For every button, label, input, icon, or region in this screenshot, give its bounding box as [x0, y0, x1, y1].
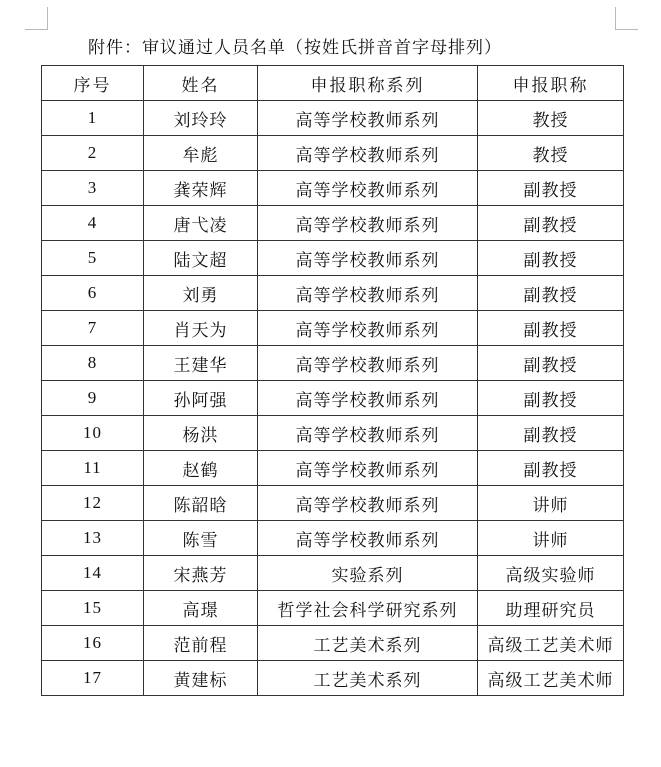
row-title-series: 高等学校教师系列 [258, 101, 478, 136]
row-index: 12 [42, 486, 144, 521]
row-index: 17 [42, 661, 144, 696]
table-row [42, 661, 624, 696]
row-title-series: 高等学校教师系列 [258, 486, 478, 521]
row-index: 3 [42, 171, 144, 206]
column-header-title-series: 申报职称系列 [258, 66, 478, 101]
row-name: 刘勇 [144, 276, 258, 311]
document-title: 附件：审议通过人员名单（按姓氏拼音首字母排列） [88, 38, 502, 58]
row-index: 13 [42, 521, 144, 556]
table-row [42, 136, 624, 171]
column-header-title: 申报职称 [478, 66, 624, 101]
table-row [42, 416, 624, 451]
table-row [42, 381, 624, 416]
row-name: 宋燕芳 [144, 556, 258, 591]
crop-mark-top-left [25, 7, 48, 30]
table-row [42, 311, 624, 346]
table-row [42, 241, 624, 276]
row-name: 陆文超 [144, 241, 258, 276]
row-index: 4 [42, 206, 144, 241]
row-title: 教授 [478, 136, 624, 171]
row-title-series: 高等学校教师系列 [258, 521, 478, 556]
table-body [42, 101, 624, 696]
row-title: 副教授 [478, 206, 624, 241]
row-title: 副教授 [478, 346, 624, 381]
row-title-series: 高等学校教师系列 [258, 381, 478, 416]
row-index: 7 [42, 311, 144, 346]
row-name: 唐弋凌 [144, 206, 258, 241]
row-title: 讲师 [478, 521, 624, 556]
crop-mark-top-right [615, 7, 638, 30]
table-header-row [42, 66, 624, 101]
row-title: 副教授 [478, 241, 624, 276]
row-title-series: 高等学校教师系列 [258, 416, 478, 451]
row-index: 10 [42, 416, 144, 451]
row-name: 孙阿强 [144, 381, 258, 416]
row-title-series: 高等学校教师系列 [258, 206, 478, 241]
row-index: 8 [42, 346, 144, 381]
row-title-series: 工艺美术系列 [258, 661, 478, 696]
row-name: 高璟 [144, 591, 258, 626]
table-row [42, 486, 624, 521]
row-name: 陈雪 [144, 521, 258, 556]
row-title: 高级实验师 [478, 556, 624, 591]
row-name: 范前程 [144, 626, 258, 661]
row-title: 副教授 [478, 381, 624, 416]
row-index: 5 [42, 241, 144, 276]
row-name: 龚荣辉 [144, 171, 258, 206]
row-title-series: 高等学校教师系列 [258, 276, 478, 311]
row-name: 肖天为 [144, 311, 258, 346]
row-name: 赵鹤 [144, 451, 258, 486]
row-title-series: 工艺美术系列 [258, 626, 478, 661]
row-title: 副教授 [478, 311, 624, 346]
row-title: 高级工艺美术师 [478, 626, 624, 661]
table-row [42, 171, 624, 206]
row-index: 15 [42, 591, 144, 626]
table-row [42, 451, 624, 486]
row-index: 16 [42, 626, 144, 661]
row-index: 11 [42, 451, 144, 486]
table-row [42, 626, 624, 661]
table-row [42, 346, 624, 381]
row-title-series: 实验系列 [258, 556, 478, 591]
row-name: 黄建标 [144, 661, 258, 696]
row-name: 陈韶晗 [144, 486, 258, 521]
row-title: 副教授 [478, 416, 624, 451]
row-name: 牟彪 [144, 136, 258, 171]
approved-personnel-table [41, 65, 624, 696]
row-title-series: 高等学校教师系列 [258, 346, 478, 381]
row-name: 刘玲玲 [144, 101, 258, 136]
row-index: 9 [42, 381, 144, 416]
row-title-series: 高等学校教师系列 [258, 241, 478, 276]
row-title: 副教授 [478, 276, 624, 311]
table-row [42, 206, 624, 241]
row-title-series: 高等学校教师系列 [258, 171, 478, 206]
row-title: 高级工艺美术师 [478, 661, 624, 696]
row-name: 杨洪 [144, 416, 258, 451]
table-row [42, 556, 624, 591]
row-index: 2 [42, 136, 144, 171]
row-name: 王建华 [144, 346, 258, 381]
row-index: 1 [42, 101, 144, 136]
row-title: 副教授 [478, 171, 624, 206]
row-title: 副教授 [478, 451, 624, 486]
row-title-series: 高等学校教师系列 [258, 311, 478, 346]
table-row [42, 101, 624, 136]
table-row [42, 591, 624, 626]
column-header-name: 姓名 [144, 66, 258, 101]
row-title-series: 哲学社会科学研究系列 [258, 591, 478, 626]
row-title: 助理研究员 [478, 591, 624, 626]
row-title: 教授 [478, 101, 624, 136]
row-index: 6 [42, 276, 144, 311]
row-title-series: 高等学校教师系列 [258, 451, 478, 486]
row-title-series: 高等学校教师系列 [258, 136, 478, 171]
row-index: 14 [42, 556, 144, 591]
table-row [42, 521, 624, 556]
column-header-index: 序号 [42, 66, 144, 101]
row-title: 讲师 [478, 486, 624, 521]
table-row [42, 276, 624, 311]
